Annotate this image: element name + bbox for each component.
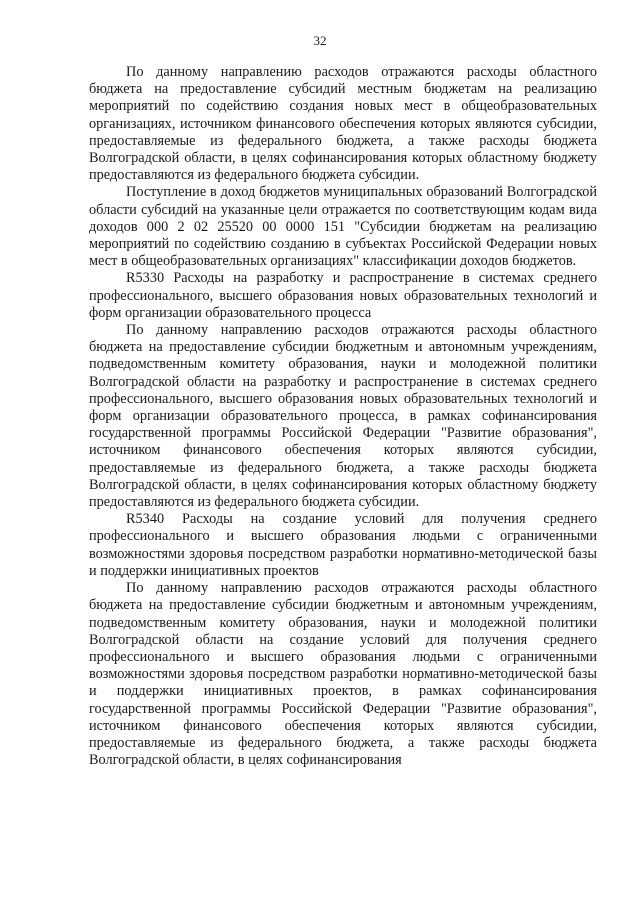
expense-code-heading-r5340: R5340 Расходы на создание условий для получения среднего профессионального и высшего образования людьми с ограниченными возможностями здоровья посредством разработки нормативно-методической базы и поддержки инициативных проектов (89, 511, 597, 579)
document-body (89, 64, 597, 769)
paragraph-r5340-description: По данному направлению расходов отражаются расходы областного бюджета на предоставление субсидии бюджетным и автономным учреждениям, подведомственным комитету образования, науки и молодежной политики Волгоградской области на создание условий для получения среднего профессионального и высшего образования людьми с ограниченными возможностями здоровья посредством разработки нормативно-методической базы и поддержки инициативных проектов, в рамках софинансирования государственной программы Российской Федерации "Развитие образования", источником финансового обеспечения которых являются субсидии, предоставляемые из федерального бюджета, а также расходы бюджета Волгоградской области, в целях софинансирования (89, 580, 597, 769)
paragraph-income-codes: Поступление в доход бюджетов муниципальных образований Волгоградской области субсидий на указанные цели отражается по соответствующим кодам вида доходов 000 2 02 25520 00 0000 151 "Субсидии бюджетам на реализацию мероприятий по содействию созданию в субъектах Российской Федерации новых мест в общеобразовательных организациях" классификации доходов бюджетов. (89, 184, 597, 270)
page-number: 32 (313, 33, 327, 48)
paragraph-r5330-description: По данному направлению расходов отражаются расходы областного бюджета на предоставление субсидии бюджетным и автономным учреждениям, подведомственным комитету образования, науки и молодежной политики Волгоградской области на разработку и распространение в системах среднего профессионального, высшего образования новых образовательных технологий и форм организации образовательного процесса, в рамках софинансирования государственной программы Российской Федерации "Развитие образования", источником финансового обеспечения которых являются субсидии, предоставляемые из федерального бюджета, а также расходы бюджета Волгоградской области, в целях софинансирования которых областному бюджету предоставляются из федерального бюджета субсидии. (89, 322, 597, 511)
paragraph-subsidies-new-places: По данному направлению расходов отражаются расходы областного бюджета на предоставление субсидий местным бюджетам на реализацию мероприятий по содействию создания новых мест в общеобразовательных организациях, источником финансового обеспечения которых являются субсидии, предоставляемые из федерального бюджета, а также расходы бюджета Волгоградской области, в целях софинансирования которых областному бюджету предоставляются из федерального бюджета субсидии. (89, 64, 597, 184)
expense-code-heading-r5330: R5330 Расходы на разработку и распространение в системах среднего профессионального, высшего образования новых образовательных технологий и форм организации образовательного процесса (89, 270, 597, 321)
